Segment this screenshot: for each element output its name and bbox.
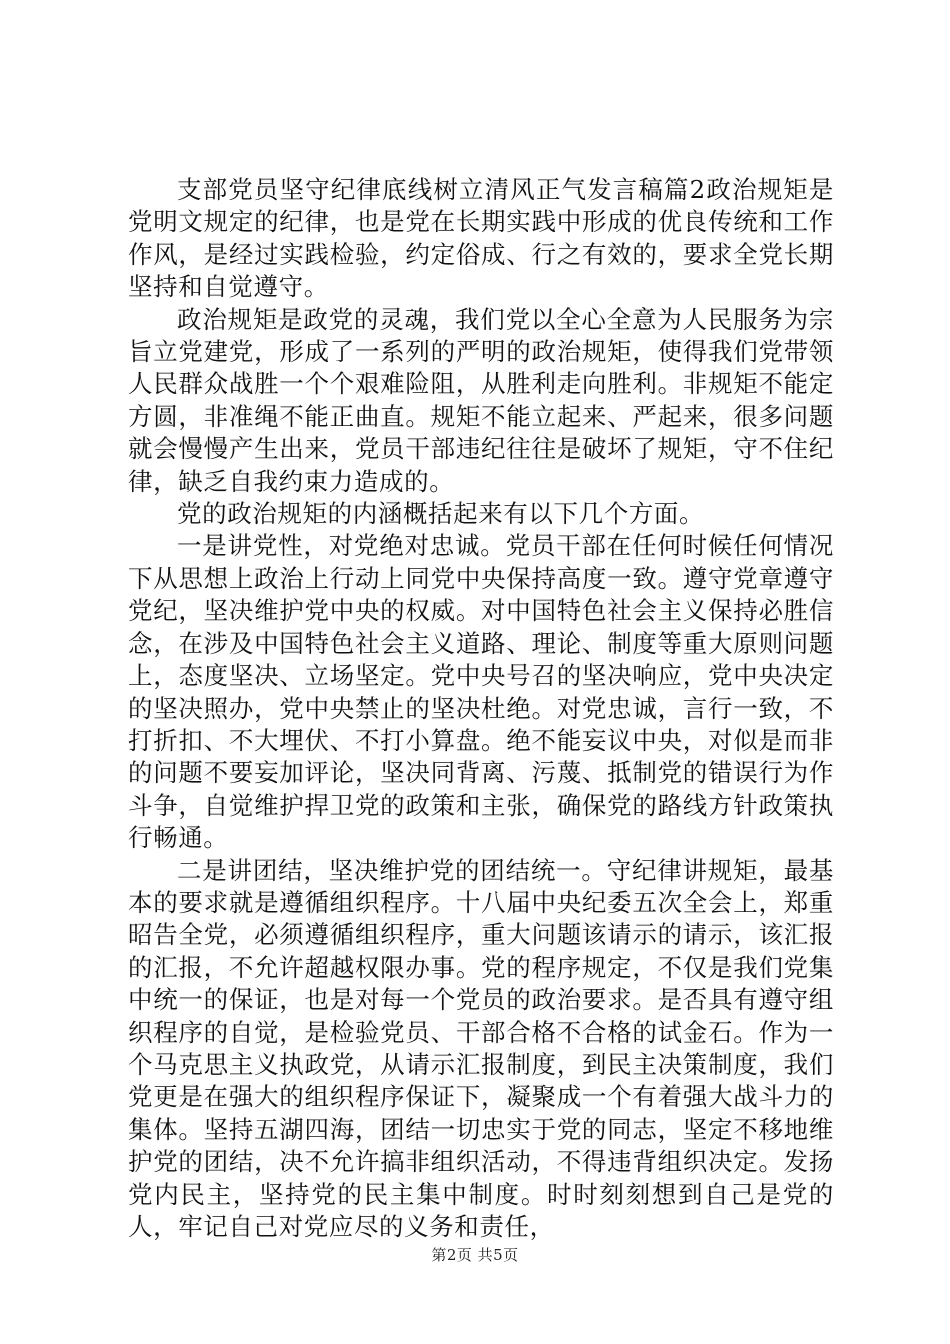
page-footer <box>0 1244 950 1265</box>
paragraph-5: 二是讲团结，坚决维护党的团结统一。守纪律讲规矩，最基本的要求就是遵循组织程序。十八届中央纪委五次全会上，郑重昭告全党，必须遵循组织程序，重大问题该请示的请示，该汇报的汇报，不允许超越权限办事。党的程序规定，不仅是我们党集中统一的保证，也是对每一个党员的政治要求。是否具有遵守组织程序的自觉，是检验党员、干部合格不合格的试金石。作为一个马克思主义执政党，从请示汇报制度，到民主决策制度，我们党更是在强大的组织程序保证下，凝聚成一个有着强大战斗力的集体。坚持五湖四海，团结一切忠实于党的同志，坚定不移地维护党的团结，决不允许搞非组织活动，不得违背组织决定。发扬党内民主，坚持党的民主集中制度。时时刻刻想到自己是党的人，牢记自己对党应尽的义务和责任， <box>128 855 834 1241</box>
paragraph-2: 政治规矩是政党的灵魂，我们党以全心全意为人民服务为宗旨立党建党，形成了一系列的严明的政治规矩，使得我们党带领人民群众战胜一个个艰难险阻，从胜利走向胜利。非规矩不能定方圆，非准绳不能正曲直。规矩不能立起来、严起来，很多问题就会慢慢产生出来，党员干部违纪往往是破坏了规矩，守不住纪律，缺乏自我约束力造成的。 <box>128 304 834 496</box>
page-number-label: 第2页 共5页 <box>431 1246 519 1264</box>
document-body <box>128 174 834 1243</box>
paragraph-4: 一是讲党性，对党绝对忠诚。党员干部在任何时候任何情况下从思想上政治上行动上同党中央保持高度一致。遵守党章遵守党纪，坚决维护党中央的权威。对中国特色社会主义保持必胜信念，在涉及中国特色社会主义道路、理论、制度等重大原则问题上，态度坚决、立场坚定。党中央号召的坚决响应，党中央决定的坚决照办，党中央禁止的坚决杜绝。对党忠诚，言行一致，不打折扣、不大埋伏、不打小算盘。绝不能妄议中央，对似是而非的问题不要妄加评论，坚决同背离、污蔑、抵制党的错误行为作斗争，自觉维护捍卫党的政策和主张，确保党的路线方针政策执行畅通。 <box>128 531 834 853</box>
paragraph-3: 党的政治规矩的内涵概括起来有以下几个方面。 <box>177 499 705 529</box>
paragraph-1: 支部党员坚守纪律底线树立清风正气发言稿篇2政治规矩是党明文规定的纪律，也是党在长期实践中形成的优良传统和工作作风，是经过实践检验，约定俗成、行之有效的，要求全党长期坚持和自觉遵守。 <box>128 175 834 302</box>
